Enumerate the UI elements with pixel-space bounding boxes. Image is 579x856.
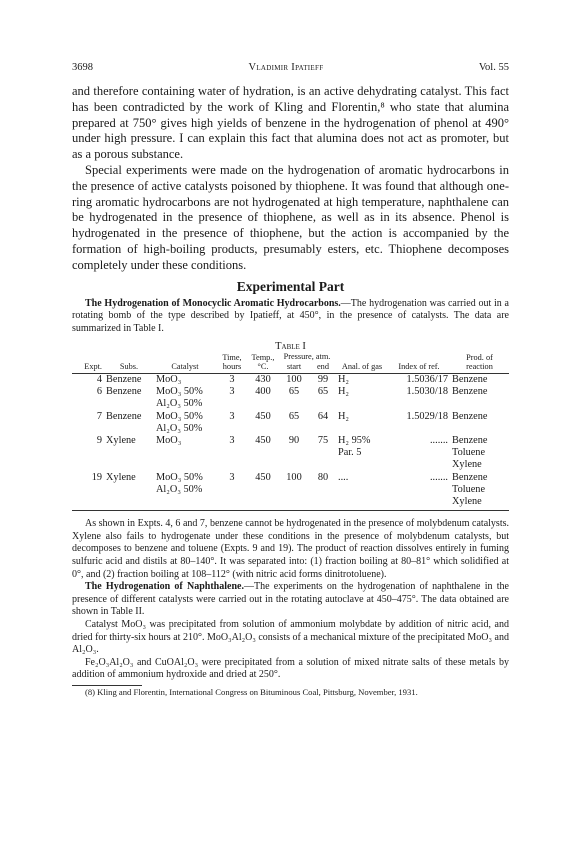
cell-time: 3	[229, 386, 235, 398]
col-header-end: end	[317, 362, 329, 372]
cell-index: .......	[429, 471, 448, 483]
cell-end: 80	[317, 471, 329, 483]
volume-label: Vol. 55	[478, 62, 509, 73]
page-number: 3698	[72, 62, 93, 73]
cell-prod: Benzene	[452, 373, 488, 385]
cell-subs: Benzene	[106, 373, 142, 385]
page	[72, 62, 509, 698]
cell-expt: 6	[96, 386, 102, 398]
subsection-text: —The hydrogenation was carried out in a rotating bomb of the type described by Ipatieff, at 450°, in the presence of catalysts. The data are summarized in Table I.	[72, 297, 509, 334]
cell-time: 3	[229, 373, 235, 385]
subsection-text-2: —The experiments on the hydrogenation of naphthalene in the presence of different catalysts were carried out in the rotating autoclave at 450–475°. The data obtained are shown in Table II.	[72, 581, 509, 618]
col-header-temp: Temp., °C.	[251, 353, 275, 372]
table-row	[72, 472, 509, 509]
cell-expt: 19	[91, 471, 102, 483]
cell-end: 75	[317, 434, 329, 446]
body-paragraph-2: Special experiments were made on the hydrogenation of aromatic hydrocarbons in the presence of active catalysts poisoned by thiophene. It was found that although one-ring aromatic hydrocarbons are not hydrogenated at high temperature, naphthalene can be hydrogenated in the presence of thiophene, as well as in its absence. Phenol is hydrogenated in the presence of thiophene, but the action is accompanied by the formation of high-boiling products, presumably esters, etc. Thiophene decomposes completely under these conditions.	[72, 162, 509, 272]
col-header-pressure: Pressure, atm.	[283, 352, 331, 362]
cell-start: 65	[288, 386, 300, 398]
cell-end: 65	[317, 386, 329, 398]
table-row	[72, 373, 509, 386]
cell-index: .......	[429, 434, 448, 446]
cell-time: 3	[229, 410, 235, 422]
cell-expt: 4	[96, 373, 102, 385]
cell-start: 90	[288, 434, 300, 446]
catalyst-paragraph: Catalyst MoO₃ was precipitated from solution of ammonium molybdate by addition of nitric acid, and dried for thirty-six hours at 210°. MoO₃Al₂O₃ consists of a mechanical mixture of the precipitated MoO₃ and Al₂O₃.	[72, 618, 509, 656]
cell-expt: 7	[96, 410, 102, 422]
cell-subs: Xylene	[106, 434, 136, 446]
col-header-index: Index of ref.	[398, 362, 440, 372]
cell-prod: Benzene	[452, 410, 488, 422]
footnote-rule	[72, 685, 142, 686]
table-bottom-rule	[72, 510, 509, 511]
section-title: Experimental Part	[236, 278, 345, 294]
running-head	[72, 62, 509, 76]
cell-temp: 400	[255, 386, 271, 398]
subsection-naphthalene	[72, 581, 509, 619]
cell-end: 64	[317, 410, 329, 422]
cell-catalyst: MoO₃ 50% Al₂O₃ 50%	[156, 386, 203, 410]
cell-temp: 450	[255, 410, 271, 422]
cell-subs: Benzene	[106, 410, 142, 422]
cell-catalyst: MoO₃	[156, 373, 182, 385]
subsection-heading: The Hydrogenation of Monocyclic Aromatic Hydrocarbons.	[85, 297, 341, 309]
cell-time: 3	[229, 434, 235, 446]
cell-anal: H₂	[338, 386, 350, 398]
table-row	[72, 435, 509, 472]
col-header-start: start	[286, 362, 302, 372]
after-table-paragraph: As shown in Expts. 4, 6 and 7, benzene cannot be hydrogenated in the presence of molybdenum catalysts. Xylene also fails to hydrogenate under these conditions in the presence of molybdenum catalysts, but decomposes to benzene and toluene (Expts. 9 and 19). The product of reaction dissolves entirely in fuming sulfuric acid and distils at 80–140°. It was separated into: (1) fraction boiling at 80–81° which solidified at 0°, and (2) fraction boiling at 108–112° (with nitric acid forms dinitrotoluene).	[72, 518, 509, 580]
table-row	[72, 411, 509, 435]
cell-temp: 430	[255, 373, 271, 385]
cell-temp: 450	[255, 434, 271, 446]
col-header-expt: Expt.	[84, 362, 102, 372]
cell-anal: H₂	[338, 373, 350, 385]
cell-anal: H₂	[338, 410, 350, 422]
cell-catalyst: MoO₃ 50% Al₂O₃ 50%	[156, 471, 203, 495]
subsection-heading-2: The Hydrogenation of Naphthalene.	[85, 581, 244, 593]
table-row	[72, 386, 509, 410]
col-header-catalyst: Catalyst	[171, 362, 199, 372]
cell-start: 65	[288, 410, 300, 422]
cell-temp: 450	[255, 471, 271, 483]
data-table	[72, 353, 509, 508]
cell-end: 99	[317, 373, 329, 385]
col-header-subs: Subs.	[119, 362, 139, 372]
cell-prod: Benzene Toluene Xylene	[452, 434, 488, 471]
footnote: (8) Kling and Florentin, International Congress on Bituminous Coal, Pittsburg, November, 1931.	[85, 686, 418, 697]
table-body	[72, 373, 509, 508]
cell-subs: Xylene	[106, 471, 136, 483]
cell-start: 100	[286, 471, 302, 483]
cell-index: 1.5036/17	[406, 373, 448, 385]
cell-anal: ....	[338, 471, 349, 483]
author-name: Vladimir Ipatieff	[248, 62, 324, 73]
cell-time: 3	[229, 471, 235, 483]
col-header-time: Time, hours	[222, 353, 242, 372]
col-header-prod: Prod. of reaction	[466, 353, 493, 372]
subsection-monocyclic	[72, 298, 509, 336]
table-caption: Table I	[275, 341, 306, 353]
cell-anal: H₂ 95% Par. 5	[338, 434, 371, 459]
cell-subs: Benzene	[106, 386, 142, 398]
body-paragraph-1: and therefore containing water of hydration, is an active dehydrating catalyst. This fact has been contradicted by the work of Kling and Florentin,⁸ who state that alumina prepared at 750° gives high yields of benzene in the hydrogenation of phenol at 490° under high pressure. I can explain this fact that alumina does not act as promoter, but as a porous substance.	[72, 84, 509, 162]
cell-start: 100	[286, 373, 302, 385]
cell-expt: 9	[96, 434, 102, 446]
cell-prod: Benzene Toluene Xylene	[452, 471, 488, 507]
cell-index: 1.5029/18	[406, 410, 448, 422]
cell-catalyst: MoO₃	[156, 434, 182, 446]
cell-prod: Benzene	[452, 386, 488, 398]
col-header-anal: Anal. of gas	[341, 362, 383, 372]
cell-index: 1.5030/18	[406, 386, 448, 398]
fe-catalyst-paragraph: Fe₂O₃Al₂O₃ and CuOAl₂O₃ were precipitated from a solution of mixed nitrate salts of these metals by addition of ammonium hydroxide and dried at 250°.	[72, 656, 509, 681]
cell-catalyst: MoO₃ 50% Al₂O₃ 50%	[156, 410, 203, 434]
